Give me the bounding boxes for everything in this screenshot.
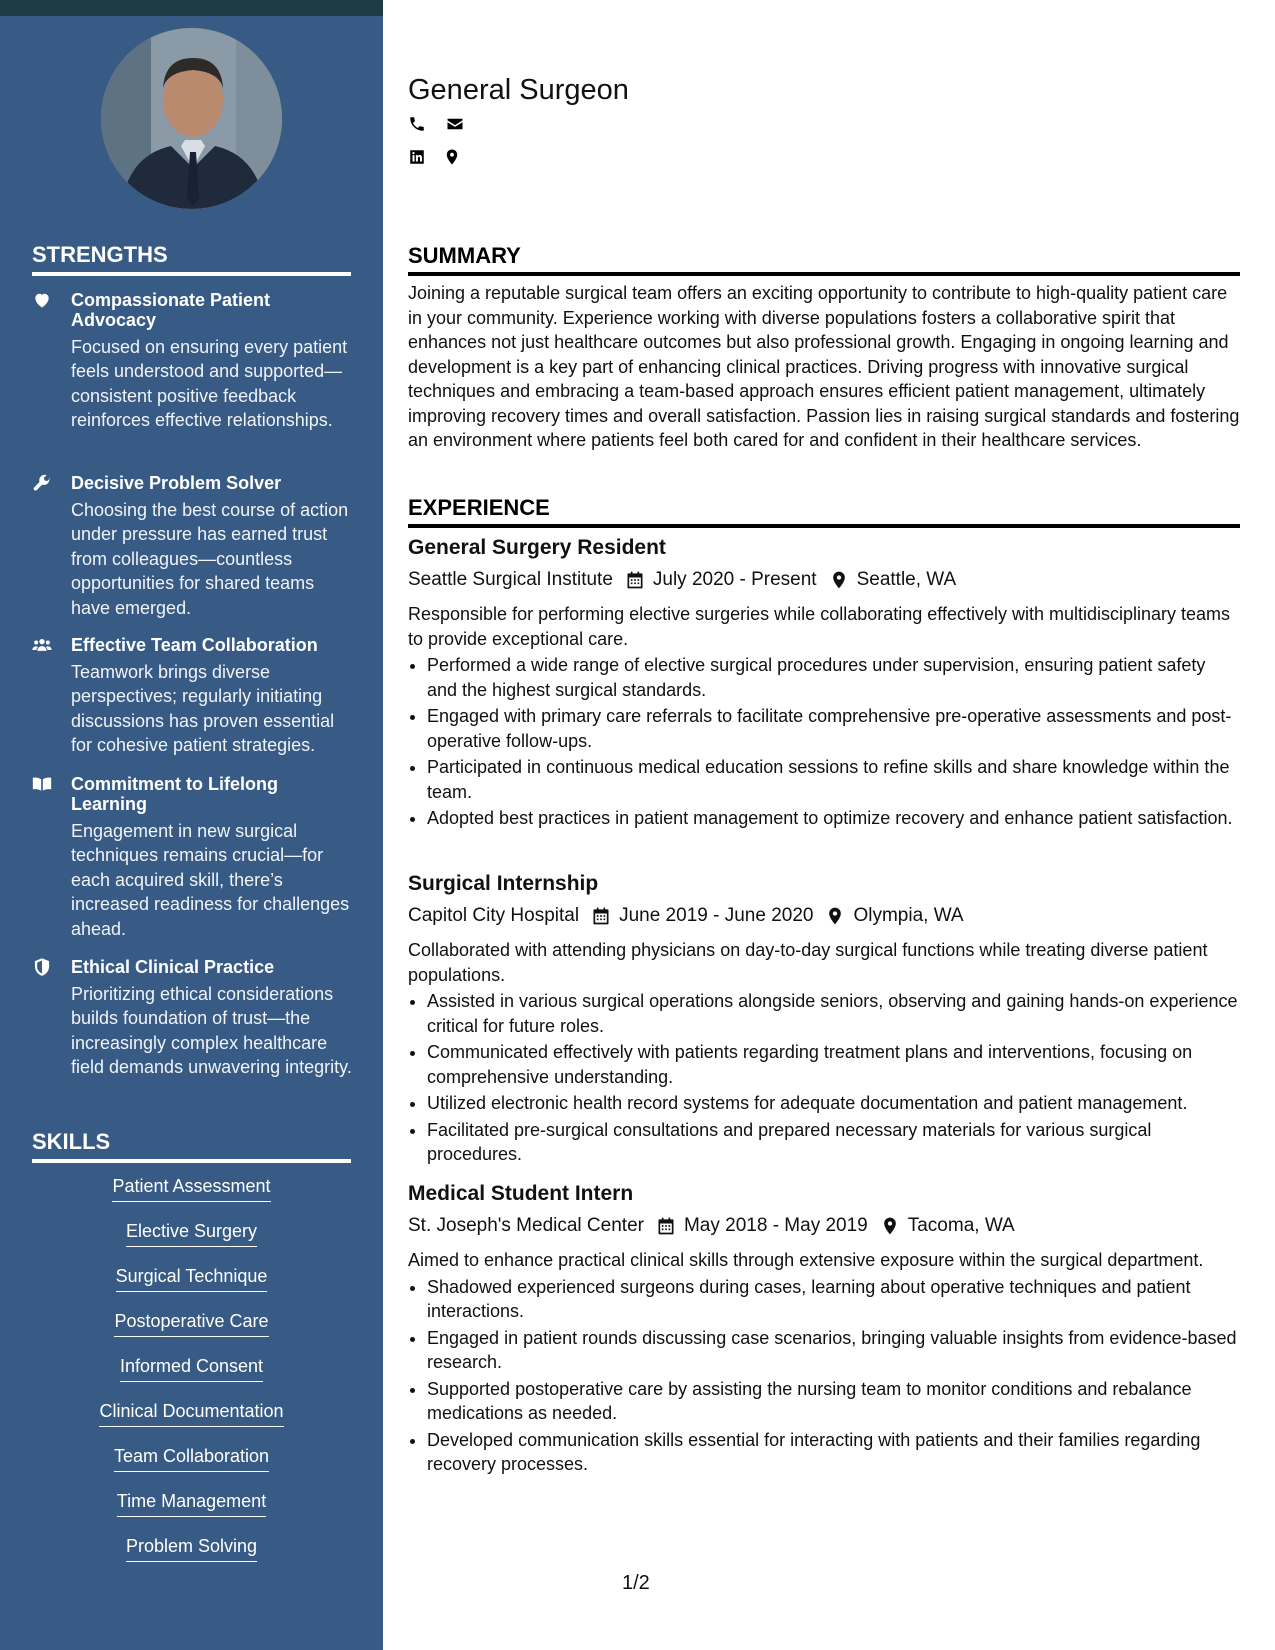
job-title: Surgical Internship (408, 872, 599, 895)
job-dates: July 2020 - Present (652, 569, 817, 590)
shield-icon (32, 957, 54, 979)
skills-heading: SKILLS (32, 1129, 351, 1163)
strength-description: Teamwork brings diverse perspectives; regularly initiating discussions has proven essential for cohesive patient strategies. (71, 662, 335, 756)
bullet-item: • Facilitated pre-surgical consultations and prepared necessary materials for various surgical procedures. (427, 1118, 1240, 1167)
skill-item: Patient Assessment (32, 1175, 351, 1220)
skill-item: Surgical Technique (32, 1265, 351, 1310)
job-description: Aimed to enhance practical clinical skills through extensive exposure within the surgical department. (408, 1250, 1204, 1270)
skill-item: Postoperative Care (32, 1310, 351, 1355)
bullet-item: • Performed a wide range of elective surgical procedures under supervision, ensuring patient safety and the highest surgical standards. (427, 653, 1240, 702)
strength-item (32, 957, 352, 1080)
strength-item (32, 774, 352, 941)
job-location: Seattle, WA (856, 569, 957, 590)
job-meta (408, 902, 1240, 930)
sidebar-top-bar (0, 0, 383, 16)
map-pin-icon (880, 1215, 900, 1237)
wrench-icon (32, 473, 54, 495)
strength-title: Decisive Problem Solver (71, 473, 282, 493)
experience-entry (408, 535, 1240, 833)
strengths-heading: STRENGTHS (32, 242, 351, 276)
strength-title: Effective Team Collaboration (71, 635, 318, 655)
skills-list (32, 1175, 351, 1580)
bullet-item: • Participated in continuous medical education sessions to refine skills and share knowledge within the team. (427, 755, 1240, 804)
skill-item: Team Collaboration (32, 1445, 351, 1490)
bullet-item: • Assisted in various surgical operations alongside seniors, observing and gaining hands-on experience critical for future roles. (427, 989, 1240, 1038)
job-title: General Surgery Resident (408, 536, 666, 559)
bullet-item: • Utilized electronic health record systems for adequate documentation and patient management. (427, 1091, 1240, 1116)
strength-title: Ethical Clinical Practice (71, 957, 275, 977)
users-icon (32, 635, 54, 657)
bullet-item: • Developed communication skills essential for interacting with patients and their families regarding recovery processes. (427, 1428, 1240, 1477)
map-pin-icon (825, 905, 845, 927)
job-dates: June 2019 - June 2020 (619, 905, 814, 926)
linkedin-icon[interactable] (408, 148, 428, 168)
experience-heading: EXPERIENCE (408, 495, 1240, 528)
envelope-icon[interactable] (446, 115, 466, 135)
job-location: Tacoma, WA (907, 1215, 1015, 1236)
calendar-icon (656, 1215, 676, 1237)
portrait-photo (101, 28, 282, 209)
bullet-item: • Supported postoperative care by assisting the nursing team to monitor conditions and rebalance medications as needed. (427, 1377, 1240, 1426)
job-bullets (408, 1275, 1240, 1477)
calendar-icon (591, 905, 611, 927)
strength-title: Commitment to Lifelong Learning (71, 774, 278, 814)
bullet-item: • Engaged with primary care referrals to facilitate comprehensive pre-operative assessments and post-operative follow-ups. (427, 704, 1240, 753)
job-company: St. Joseph's Medical Center (408, 1215, 644, 1236)
skill-item: Problem Solving (32, 1535, 351, 1580)
bullet-item: • Communicated effectively with patients regarding treatment plans and interventions, focusing on comprehensive understanding. (427, 1040, 1240, 1089)
bullet-item: • Adopted best practices in patient management to optimize recovery and enhance patient satisfaction. (427, 806, 1240, 831)
calendar-icon (625, 569, 645, 591)
strength-item (32, 635, 352, 758)
job-meta (408, 1212, 1240, 1240)
strength-description: Focused on ensuring every patient feels understood and supported—consistent positive feedback reinforces effective relationships. (71, 337, 348, 431)
job-location: Olympia, WA (853, 905, 964, 926)
job-company: Capitol City Hospital (408, 905, 580, 926)
skill-item: Informed Consent (32, 1355, 351, 1400)
job-company: Seattle Surgical Institute (408, 569, 613, 590)
job-description: Responsible for performing elective surgeries while collaborating effectively with multidisciplinary teams to provide exceptional care. (408, 604, 1231, 649)
skill-item: Elective Surgery (32, 1220, 351, 1265)
job-title: Medical Student Intern (408, 1182, 634, 1205)
job-meta (408, 566, 1240, 594)
map-pin-icon (829, 569, 849, 591)
strength-description: Engagement in new surgical techniques remains crucial—for each acquired skill, there’s increased readiness for challenges ahead. (71, 821, 350, 939)
skill-item: Time Management (32, 1490, 351, 1535)
page-number: 1/2 (622, 1572, 650, 1594)
heart-icon (32, 290, 54, 312)
job-bullets (408, 653, 1240, 831)
strength-title: Compassionate Patient Advocacy (71, 290, 271, 330)
bullet-item: • Shadowed experienced surgeons during cases, learning about operative techniques and patient interactions. (427, 1275, 1240, 1324)
job-description: Collaborated with attending physicians on day-to-day surgical functions while treating diverse patient populations. (408, 940, 1208, 985)
skill-item: Clinical Documentation (32, 1400, 351, 1445)
summary-heading: SUMMARY (408, 243, 1240, 276)
phone-icon[interactable] (408, 115, 428, 135)
experience-entry (408, 1181, 1240, 1479)
strength-item (32, 473, 352, 620)
candidate-title: General Surgeon (408, 74, 629, 106)
strength-description: Prioritizing ethical considerations builds foundation of trust—the increasingly complex healthcare field demands unwavering integrity. (71, 984, 352, 1078)
job-dates: May 2018 - May 2019 (683, 1215, 868, 1236)
bullet-item: • Engaged in patient rounds discussing case scenarios, bringing valuable insights from evidence-based research. (427, 1326, 1240, 1375)
map-pin-icon[interactable] (443, 148, 463, 168)
experience-entry (408, 871, 1240, 1169)
job-bullets (408, 989, 1240, 1167)
strength-description: Choosing the best course of action under pressure has earned trust from colleagues—countless opportunities for shared teams have emerged. (71, 500, 349, 618)
book-icon (32, 774, 54, 796)
summary-text: Joining a reputable surgical team offers an exciting opportunity to contribute to high-quality patient care in your community. Experience working with diverse populations fosters a collaborative spirit that enhances not just healthcare outcomes but also professional growth. Engaging in ongoing learning and development is a key part of enhancing clinical practices. Driving progress with innovative surgical techniques and embracing a team-based approach ensures efficient patient management, ultimately improving recovery times and overall satisfaction. Passion lies in raising surgical standards and fostering an environment where patients feel both cared for and confident in their healthcare services. (408, 283, 1240, 450)
avatar (101, 28, 282, 209)
sidebar (0, 0, 383, 1650)
strength-item (32, 290, 352, 433)
